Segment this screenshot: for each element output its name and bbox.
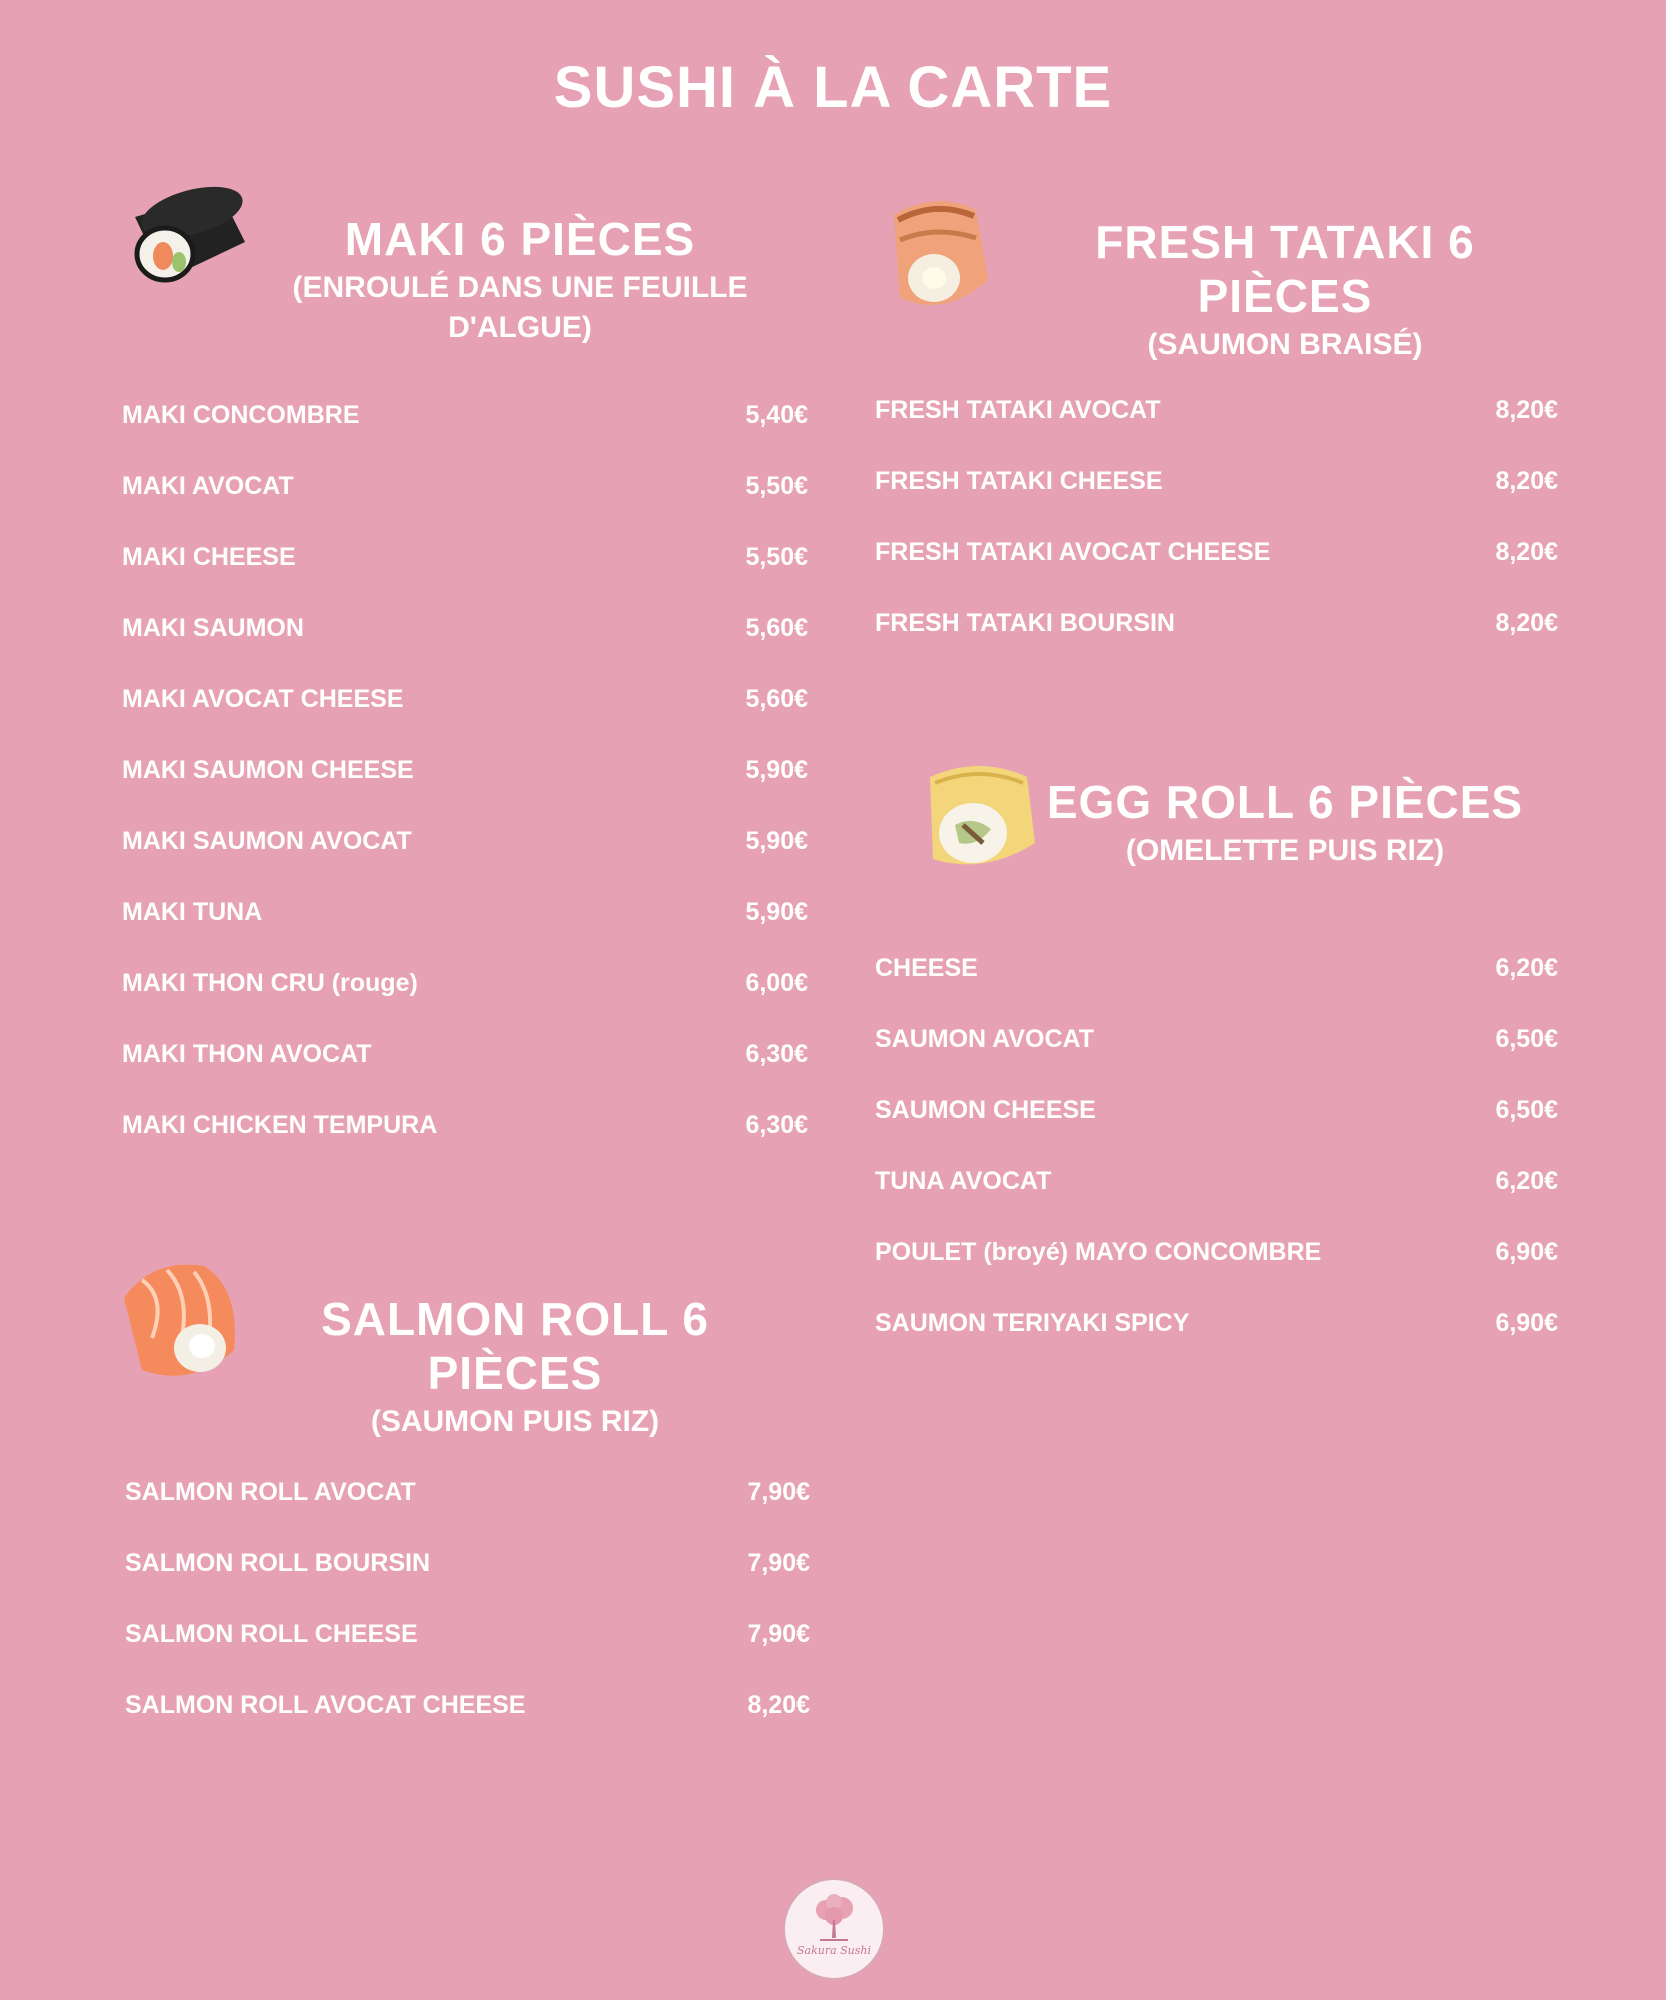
tataki-roll-image	[876, 190, 996, 320]
menu-item	[875, 1090, 1558, 1130]
item-name: SAUMON AVOCAT	[875, 1024, 1094, 1053]
tataki-header	[1005, 215, 1565, 365]
menu-item	[875, 1019, 1558, 1059]
menu-item	[122, 608, 808, 648]
menu-item	[875, 461, 1558, 501]
maki-header	[235, 212, 805, 348]
maki-title: MAKI 6 PIÈCES	[344, 213, 696, 265]
item-price: 6,50€	[1495, 1024, 1558, 1053]
item-name: SALMON ROLL AVOCAT	[125, 1477, 416, 1506]
item-price: 6,20€	[1495, 1166, 1558, 1195]
item-price: 5,60€	[745, 613, 808, 642]
tataki-list	[875, 390, 1558, 650]
item-name: MAKI CONCOMBRE	[122, 400, 360, 429]
menu-item	[875, 603, 1558, 643]
item-name: FRESH TATAKI AVOCAT	[875, 395, 1161, 424]
item-price: 7,90€	[747, 1548, 810, 1577]
menu-item	[122, 892, 808, 932]
item-name: MAKI AVOCAT	[122, 471, 294, 500]
salmon-roll-subtitle: (SAUMON PUIS RIZ)	[370, 1405, 660, 1438]
item-price: 6,30€	[745, 1110, 808, 1139]
page-title: SUSHI À LA CARTE	[553, 55, 1113, 120]
menu-item	[125, 1685, 810, 1725]
item-price: 5,90€	[745, 897, 808, 926]
menu-item	[875, 532, 1558, 572]
item-price: 5,50€	[745, 542, 808, 571]
menu-item	[122, 1034, 808, 1074]
item-price: 7,90€	[747, 1619, 810, 1648]
egg-roll-title: EGG ROLL 6 PIÈCES	[1046, 776, 1524, 828]
item-name: MAKI TUNA	[122, 897, 263, 926]
item-name: FRESH TATAKI BOURSIN	[875, 608, 1175, 637]
item-price: 6,20€	[1495, 953, 1558, 982]
egg-roll-subtitle: (OMELETTE PUIS RIZ)	[1125, 834, 1445, 867]
item-price: 6,30€	[745, 1039, 808, 1068]
salmon-roll-list	[125, 1472, 810, 1732]
menu-item	[122, 750, 808, 790]
salmon-roll-title: SALMON ROLL 6 PIÈCES	[321, 1293, 709, 1399]
item-price: 8,20€	[1495, 395, 1558, 424]
item-name: SALMON ROLL CHEESE	[125, 1619, 418, 1648]
item-name: MAKI SAUMON	[122, 613, 304, 642]
item-name: MAKI AVOCAT CHEESE	[122, 684, 404, 713]
egg-roll-image	[915, 755, 1045, 880]
menu-item	[125, 1543, 810, 1583]
item-price: 8,20€	[1495, 608, 1558, 637]
menu-item	[125, 1472, 810, 1512]
item-price: 5,90€	[745, 755, 808, 784]
item-name: MAKI CHEESE	[122, 542, 296, 571]
maki-subtitle: (ENROULÉ DANS UNE FEUILLE D'ALGUE)	[292, 271, 748, 344]
item-price: 6,90€	[1495, 1308, 1558, 1337]
item-name: CHEESE	[875, 953, 978, 982]
menu-item	[122, 466, 808, 506]
item-name: FRESH TATAKI AVOCAT CHEESE	[875, 537, 1271, 566]
menu-item	[122, 679, 808, 719]
egg-roll-header	[1035, 775, 1535, 871]
tataki-title: FRESH TATAKI 6 PIÈCES	[1095, 216, 1475, 322]
menu-item	[122, 395, 808, 435]
item-name: SALMON ROLL BOURSIN	[125, 1548, 431, 1577]
menu-item	[122, 963, 808, 1003]
item-price: 8,20€	[1495, 466, 1558, 495]
item-price: 6,90€	[1495, 1237, 1558, 1266]
item-price: 5,90€	[745, 826, 808, 855]
sakura-tree-icon	[812, 1894, 856, 1942]
logo-text: Sakura Sushi	[796, 1944, 872, 1957]
item-name: MAKI THON AVOCAT	[122, 1039, 372, 1068]
item-name: SALMON ROLL AVOCAT CHEESE	[125, 1690, 526, 1719]
maki-list	[122, 395, 808, 1139]
sakura-logo	[783, 1878, 885, 1980]
item-name: POULET (broyé) MAYO CONCOMBRE	[875, 1237, 1322, 1266]
item-name: MAKI SAUMON CHEESE	[122, 755, 414, 784]
item-price: 6,00€	[745, 968, 808, 997]
item-name: FRESH TATAKI CHEESE	[875, 466, 1163, 495]
menu-item	[875, 1303, 1558, 1343]
item-price: 5,60€	[745, 684, 808, 713]
item-price: 5,40€	[745, 400, 808, 429]
item-name: MAKI THON CRU (rouge)	[122, 968, 418, 997]
tataki-subtitle: (SAUMON BRAISÉ)	[1147, 328, 1423, 361]
menu-item	[122, 821, 808, 861]
item-price: 7,90€	[747, 1477, 810, 1506]
menu-item	[875, 948, 1558, 988]
item-name: TUNA AVOCAT	[875, 1166, 1052, 1195]
menu-item	[122, 537, 808, 577]
menu-item	[875, 390, 1558, 430]
egg-roll-list	[875, 948, 1558, 1348]
item-name: SAUMON TERIYAKI SPICY	[875, 1308, 1190, 1337]
menu-item	[125, 1614, 810, 1654]
salmon-roll-image	[112, 1258, 247, 1388]
item-name: MAKI CHICKEN TEMPURA	[122, 1110, 438, 1139]
item-price: 5,50€	[745, 471, 808, 500]
salmon-roll-header	[235, 1292, 795, 1442]
item-price: 6,50€	[1495, 1095, 1558, 1124]
item-name: SAUMON CHEESE	[875, 1095, 1096, 1124]
item-price: 8,20€	[747, 1690, 810, 1719]
menu-item	[122, 1105, 808, 1145]
menu-item	[875, 1161, 1558, 1201]
item-price: 8,20€	[1495, 537, 1558, 566]
item-name: MAKI SAUMON AVOCAT	[122, 826, 412, 855]
menu-item	[875, 1232, 1558, 1272]
